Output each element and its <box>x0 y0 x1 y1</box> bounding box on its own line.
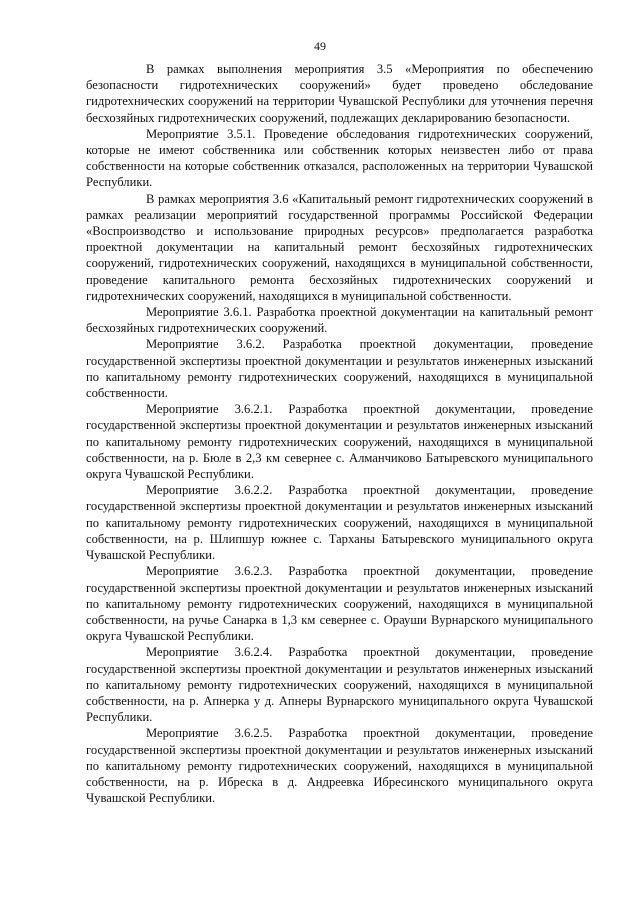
paragraph-measure-3-6-2-3: Мероприятие 3.6.2.3. Разработка проектной документации, проведение государственной экспертизы проектной документации и результатов инженерных изысканий по капитальному ремонту гидротехнических сооружений, находящихся в муниципальной собственности, на ручье Санарка в 1,3 км севернее с. Орауши Вурнарского муниципального округа Чувашской Республики. <box>86 564 593 644</box>
page-number: 49 <box>314 39 326 53</box>
body-text <box>86 61 593 806</box>
paragraph-measure-3-6-2-1: Мероприятие 3.6.2.1. Разработка проектной документации, проведение государственной экспертизы проектной документации и результатов инженерных изысканий по капитальному ремонту гидротехнических сооружений, находящихся в муниципальной собственности, на р. Бюле в 2,3 км севернее с. Алманчиково Батыревского муниципального округа Чувашской Республики. <box>86 402 593 482</box>
paragraph-measure-3-5-1: Мероприятие 3.5.1. Проведение обследования гидротехнических сооружений, которые не имеют собственника или собственник которых неизвестен либо от права собственности на которые собственник отказался, расположенных на территории Чувашской Республики. <box>86 126 593 190</box>
paragraph-measure-3-6-2-4: Мероприятие 3.6.2.4. Разработка проектной документации, проведение государственной экспертизы проектной документации и результатов инженерных изысканий по капитальному ремонту гидротехнических сооружений, находящихся в муниципальной собственности, на р. Апнерка у д. Апнеры Вурнарского муниципального округа Чувашской Республики. <box>86 645 593 725</box>
paragraph-measure-3-6-2-5: Мероприятие 3.6.2.5. Разработка проектной документации, проведение государственной экспертизы проектной документации и результатов инженерных изысканий по капитальному ремонту гидротехнических сооружений, находящихся в муниципальной собственности, на р. Ибреска в д. Андреевка Ибресинского муниципального округа Чувашской Республики. <box>86 726 593 806</box>
paragraph-measure-3-5: В рамках выполнения мероприятия 3.5 «Мероприятия по обеспечению безопасности гидротехнических сооружений» будет проведено обследование гидротехнических сооружений на территории Чувашской Республики для уточнения перечня бесхозяйных гидротехнических сооружений, подлежащих декларированию безопасности. <box>86 62 593 125</box>
paragraph-measure-3-6: В рамках мероприятия 3.6 «Капитальный ремонт гидротехнических сооружений в рамках реализации мероприятий государственной программы Российской Федерации «Воспроизводство и использование природных ресурсов» предполагается разработка проектной документации на капитальный ремонт бесхозяйных гидротехнических сооружений, гидротехнических сооружений, находящихся в муниципальной собственности, проведение капитального ремонта бесхозяйных гидротехнических сооружений и гидротехнических сооружений, находящихся в муниципальной собственности. <box>86 191 593 303</box>
paragraph-measure-3-6-2-2: Мероприятие 3.6.2.2. Разработка проектной документации, проведение государственной экспертизы проектной документации и результатов инженерных изысканий по капитальному ремонту гидротехнических сооружений, находящихся в муниципальной собственности, на р. Шлипшур южнее с. Тарханы Батыревского муниципального округа Чувашской Республики. <box>86 483 593 563</box>
paragraph-measure-3-6-2: Мероприятие 3.6.2. Разработка проектной документации, проведение государственной экспертизы проектной документации и результатов инженерных изысканий по капитальному ремонту гидротехнических сооружений, находящихся в муниципальной собственности. <box>86 337 593 401</box>
paragraph-measure-3-6-1: Мероприятие 3.6.1. Разработка проектной документации на капитальный ремонт бесхозяйных гидротехнических сооружений. <box>86 305 593 336</box>
